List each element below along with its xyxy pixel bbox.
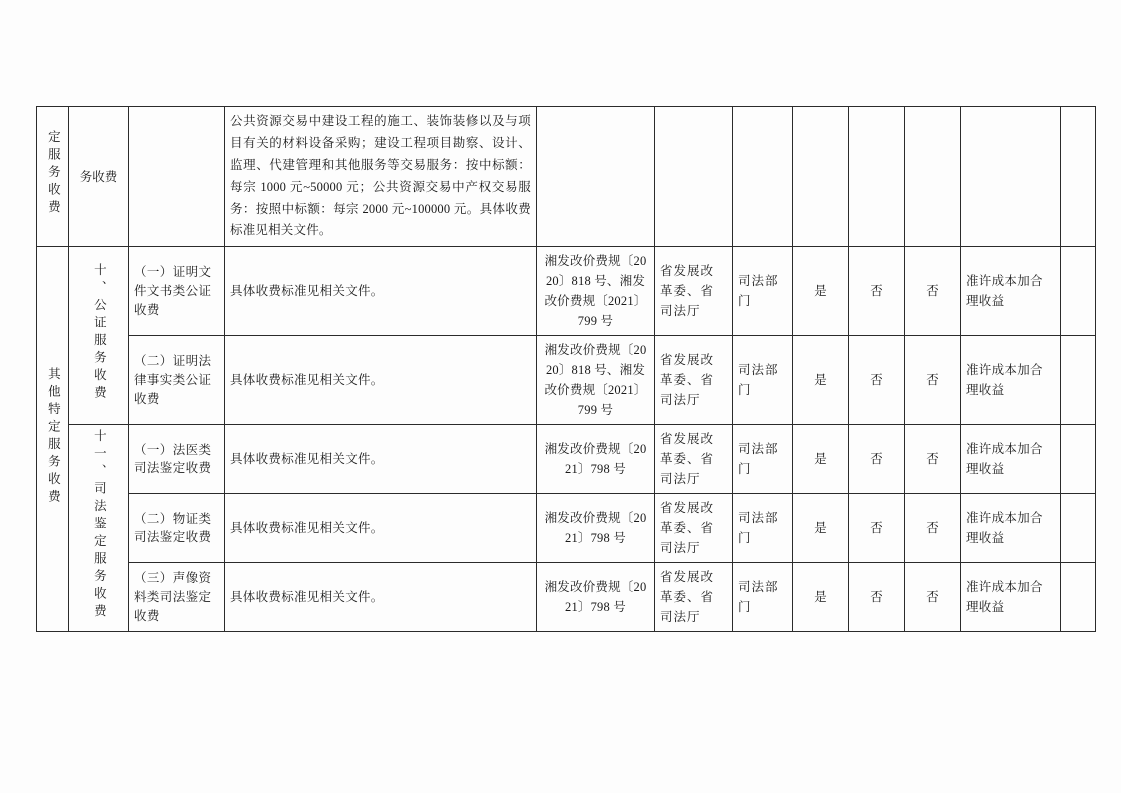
cell-item-forensic-1: （一）法医类司法鉴定收费 <box>129 425 225 494</box>
cell-document-continued <box>537 107 655 247</box>
cell-pricing-forensic-3: 准许成本加合理收益 <box>961 563 1061 632</box>
cell-flag3-notary-2: 否 <box>905 336 961 425</box>
cell-document-forensic-1: 湘发改价费规〔2021〕798 号 <box>537 425 655 494</box>
table-row <box>37 563 1096 632</box>
cell-authority-notary-2: 省发展改革委、省司法厅 <box>655 336 733 425</box>
cell-department-forensic-1: 司法部门 <box>733 425 793 494</box>
cell-pricing-forensic-2: 准许成本加合理收益 <box>961 494 1061 563</box>
table-row <box>37 247 1096 336</box>
cell-category-other-specific: 其他特定服务收费 <box>37 247 69 632</box>
table-row <box>37 107 1096 247</box>
cell-flag2-forensic-1: 否 <box>849 425 905 494</box>
cell-flag3-notary-1: 否 <box>905 247 961 336</box>
cell-department-forensic-3: 司法部门 <box>733 563 793 632</box>
cell-flag3-forensic-2: 否 <box>905 494 961 563</box>
cell-department-notary-2: 司法部门 <box>733 336 793 425</box>
table-row <box>37 494 1096 563</box>
cell-flag2-forensic-3: 否 <box>849 563 905 632</box>
table-row <box>37 425 1096 494</box>
cell-flag1-notary-2: 是 <box>793 336 849 425</box>
cell-extra-forensic-2 <box>1061 494 1096 563</box>
cell-flag3-continued <box>905 107 961 247</box>
cell-authority-continued <box>655 107 733 247</box>
fee-schedule-table <box>36 106 1096 632</box>
table-row <box>37 336 1096 425</box>
cell-flag2-notary-2: 否 <box>849 336 905 425</box>
cell-extra-notary-1 <box>1061 247 1096 336</box>
cell-description-notary-1: 具体收费标准见相关文件。 <box>225 247 537 336</box>
cell-document-notary-1: 湘发改价费规〔2020〕818 号、湘发改价费规〔2021〕799 号 <box>537 247 655 336</box>
cell-department-notary-1: 司法部门 <box>733 247 793 336</box>
cell-authority-forensic-3: 省发展改革委、省司法厅 <box>655 563 733 632</box>
cell-flag1-notary-1: 是 <box>793 247 849 336</box>
cell-flag3-forensic-1: 否 <box>905 425 961 494</box>
cell-subcategory-forensic: 十一、司法鉴定服务收费 <box>69 425 129 632</box>
cell-flag1-forensic-1: 是 <box>793 425 849 494</box>
cell-authority-forensic-1: 省发展改革委、省司法厅 <box>655 425 733 494</box>
cell-flag1-continued <box>793 107 849 247</box>
cell-flag3-forensic-3: 否 <box>905 563 961 632</box>
cell-pricing-notary-1: 准许成本加合理收益 <box>961 247 1061 336</box>
cell-flag2-notary-1: 否 <box>849 247 905 336</box>
cell-item-notary-1: （一）证明文件文书类公证收费 <box>129 247 225 336</box>
fee-table-container <box>36 106 1085 632</box>
cell-item-notary-2: （二）证明法律事实类公证收费 <box>129 336 225 425</box>
cell-authority-forensic-2: 省发展改革委、省司法厅 <box>655 494 733 563</box>
cell-pricing-notary-2: 准许成本加合理收益 <box>961 336 1061 425</box>
cell-item-forensic-2: （二）物证类司法鉴定收费 <box>129 494 225 563</box>
cell-document-forensic-3: 湘发改价费规〔2021〕798 号 <box>537 563 655 632</box>
cell-description-forensic-2: 具体收费标准见相关文件。 <box>225 494 537 563</box>
cell-flag2-continued <box>849 107 905 247</box>
cell-subcategory-continued: 务收费 <box>69 107 129 247</box>
cell-authority-notary-1: 省发展改革委、省司法厅 <box>655 247 733 336</box>
cell-pricing-continued <box>961 107 1061 247</box>
cell-extra-notary-2 <box>1061 336 1096 425</box>
cell-description-forensic-3: 具体收费标准见相关文件。 <box>225 563 537 632</box>
cell-category-continued: 定服务收费 <box>37 107 69 247</box>
cell-department-continued <box>733 107 793 247</box>
cell-pricing-forensic-1: 准许成本加合理收益 <box>961 425 1061 494</box>
cell-description-construction: 公共资源交易中建设工程的施工、装饰装修以及与项目有关的材料设备采购；建设工程项目勘察、设计、监理、代建管理和其他服务等交易服务：按中标额：每宗 1000 元~50000 元；公共资源交易中产权交易服务：按照中标额：每宗 2000 元~100000 元。具体收费标准见相关文件。 <box>225 107 537 247</box>
cell-description-forensic-1: 具体收费标准见相关文件。 <box>225 425 537 494</box>
cell-extra-continued <box>1061 107 1096 247</box>
cell-document-forensic-2: 湘发改价费规〔2021〕798 号 <box>537 494 655 563</box>
cell-extra-forensic-1 <box>1061 425 1096 494</box>
cell-item-continued <box>129 107 225 247</box>
cell-flag1-forensic-3: 是 <box>793 563 849 632</box>
cell-extra-forensic-3 <box>1061 563 1096 632</box>
cell-item-forensic-3: （三）声像资料类司法鉴定收费 <box>129 563 225 632</box>
cell-flag1-forensic-2: 是 <box>793 494 849 563</box>
cell-description-notary-2: 具体收费标准见相关文件。 <box>225 336 537 425</box>
cell-flag2-forensic-2: 否 <box>849 494 905 563</box>
cell-document-notary-2: 湘发改价费规〔2020〕818 号、湘发改价费规〔2021〕799 号 <box>537 336 655 425</box>
cell-subcategory-notary: 十、公证服务收费 <box>69 247 129 425</box>
cell-department-forensic-2: 司法部门 <box>733 494 793 563</box>
